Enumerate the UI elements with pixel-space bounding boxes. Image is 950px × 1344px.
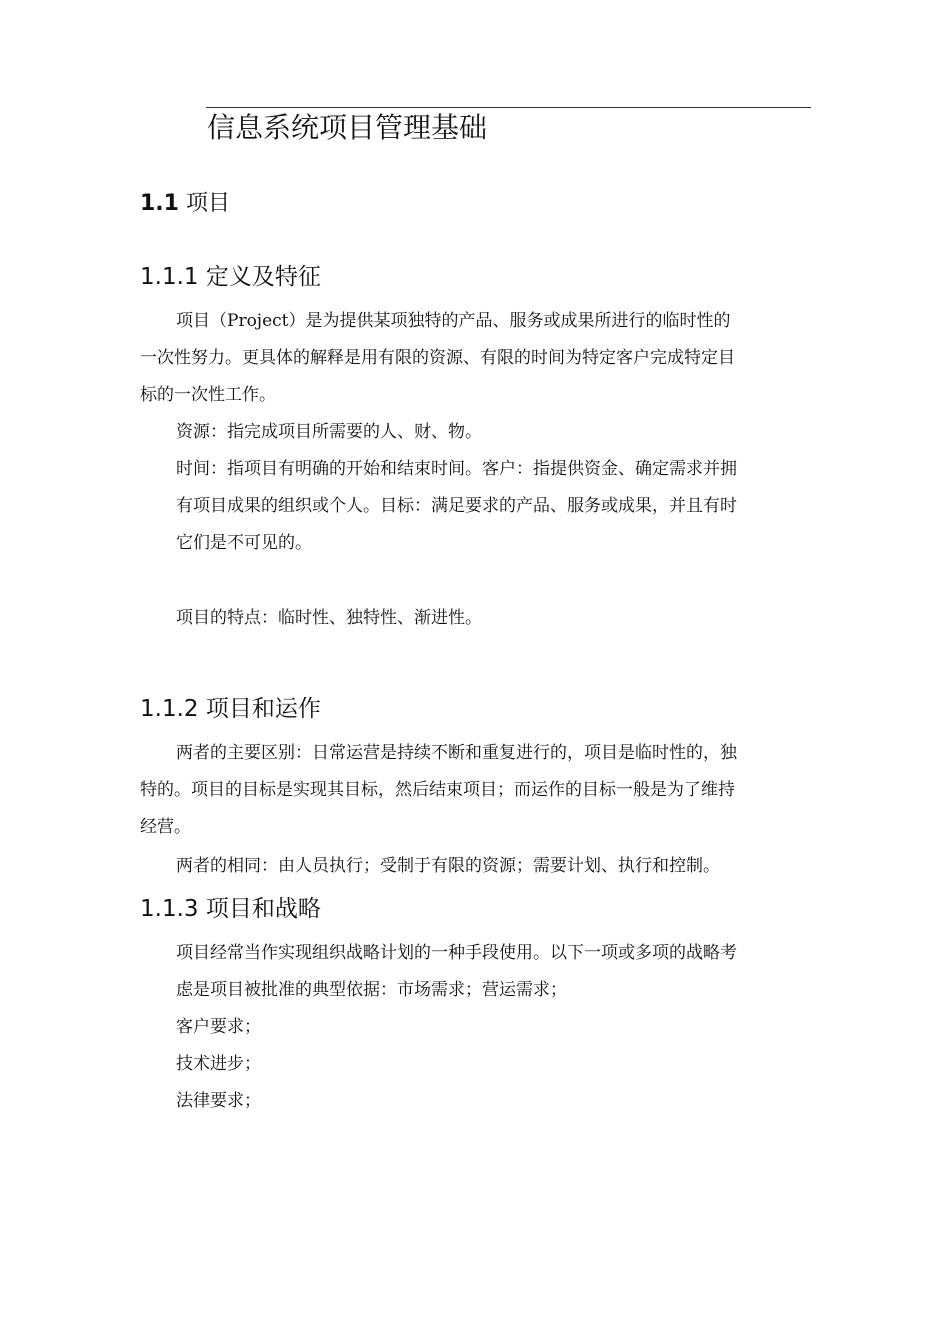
paragraph-line: 两者的相同：由人员执行；受制于有限的资源；需要计划、执行和控制。 xyxy=(176,856,720,876)
paragraph-line: 有项目成果的组织或个人。目标：满足要求的产品、服务或成果，并且有时 xyxy=(176,496,737,516)
paragraph-line: 标的一次性工作。 xyxy=(140,385,276,405)
paragraph-line: 项目经常当作实现组织战略计划的一种手段使用。以下一项或多项的战略考 xyxy=(176,943,737,963)
document-title: 信息系统项目管理基础 xyxy=(207,111,488,144)
paragraph-line: 虑是项目被批准的典型依据：市场需求；营运需求； xyxy=(176,980,567,1000)
subsection-heading-1-1-3: 1.1.3 项目和战略 xyxy=(140,896,321,922)
paragraph-line: 两者的主要区别：日常运营是持续不断和重复进行的，项目是临时性的，独 xyxy=(176,743,737,763)
paragraph-line: 项目的特点：临时性、独特性、渐进性。 xyxy=(176,608,482,628)
paragraph-line: 时间：指项目有明确的开始和结束时间。客户：指提供资金、确定需求并拥 xyxy=(176,459,737,479)
paragraph-line: 经营。 xyxy=(140,817,191,837)
paragraph-line: 它们是不可见的。 xyxy=(176,533,312,553)
subsection-heading-1-1-2: 1.1.2 项目和运作 xyxy=(140,696,321,722)
paragraph-line: 特的。项目的目标是实现其目标，然后结束项目；而运作的目标一般是为了维持 xyxy=(140,780,735,800)
paragraph-line: 技术进步； xyxy=(176,1054,261,1074)
section-number: 1.1 xyxy=(140,191,179,216)
subsection-heading-1-1-1: 1.1.1 定义及特征 xyxy=(140,264,321,290)
section-heading xyxy=(140,188,230,220)
paragraph-line: 项目（Project）是为提供某项独特的产品、服务或成果所进行的临时性的 xyxy=(176,311,731,331)
paragraph-line: 资源：指完成项目所需要的人、财、物。 xyxy=(176,422,482,442)
paragraph-line: 法律要求； xyxy=(176,1091,261,1111)
paragraph-line: 客户要求； xyxy=(176,1017,261,1037)
section-label: 项目 xyxy=(185,191,230,216)
paragraph-line: 一次性努力。更具体的解释是用有限的资源、有限的时间为特定客户完成特定目 xyxy=(140,348,735,368)
